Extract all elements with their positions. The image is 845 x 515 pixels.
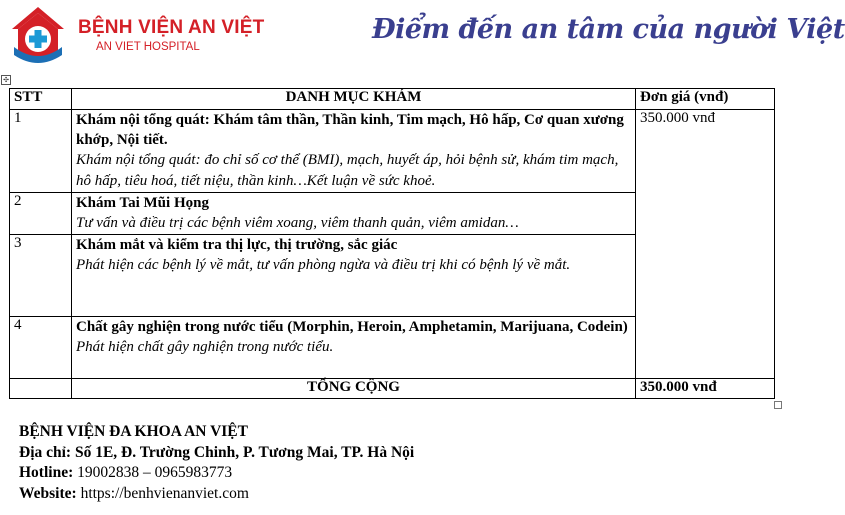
row-content (72, 193, 636, 235)
row-description: Phát hiện chất gây nghiện trong nước tiểu. (76, 339, 334, 355)
slogan: Điểm đến an tâm của người Việt (372, 14, 845, 45)
total-row (10, 379, 775, 399)
header-price: Đơn giá (vnđ) (636, 89, 775, 110)
row-title: Khám nội tổng quát: Khám tâm thần, Thần kinh, Tim mạch, Hô hấp, Cơ quan xương khớp, Nội tiết. (76, 112, 624, 148)
header-category: DANH MỤC KHÁM (72, 89, 636, 110)
row-stt: 1 (10, 110, 72, 193)
address-value: Số 1E, Đ. Trường Chinh, P. Tương Mai, TP. Hà Nội (74, 443, 415, 461)
header-stt: STT (10, 89, 72, 110)
row-content (72, 110, 636, 193)
row-stt: 3 (10, 235, 72, 317)
hotline-line (19, 463, 414, 484)
table-resize-handle[interactable] (774, 401, 782, 409)
brand-subtitle: AN VIET HOSPITAL (96, 41, 200, 53)
service-price-table (9, 88, 775, 399)
hospital-cross-logo (8, 5, 68, 67)
row-stt: 4 (10, 317, 72, 379)
brand-name: BỆNH VIỆN AN VIỆT (78, 17, 265, 38)
total-label: TỔNG CỘNG (72, 379, 636, 399)
hotline-label: Hotline: (19, 464, 74, 481)
price-cell: 350.000 vnđ (636, 110, 775, 379)
hospital-contact-info (19, 422, 414, 504)
table-move-handle-icon[interactable]: ✣ (1, 75, 11, 85)
row-stt: 2 (10, 193, 72, 235)
total-value: 350.000 vnđ (636, 379, 775, 399)
row-title: Chất gây nghiện trong nước tiểu (Morphin, Heroin, Amphetamin, Marijuana, Codein) (76, 319, 628, 335)
website-line (19, 484, 414, 505)
row-description: Phát hiện các bệnh lý về mắt, tư vấn phòng ngừa và điều trị khi có bệnh lý về mắt. (76, 257, 571, 273)
row-description: Khám nội tổng quát: đo chỉ số cơ thể (BMI), mạch, huyết áp, hỏi bệnh sử, khám tim mạch, hô hấp, tiêu hoá, tiết niệu, thần kinh…Kết luận về sức khoẻ. (76, 152, 619, 189)
website-label: Website: (19, 484, 77, 502)
address-line (19, 443, 414, 464)
hospital-name: BỆNH VIỆN ĐA KHOA AN VIỆT (19, 423, 248, 440)
total-empty-cell (10, 379, 72, 399)
document-header (0, 0, 845, 72)
row-description: Tư vấn và điều trị các bệnh viêm xoang, viêm thanh quản, viêm amidan… (76, 215, 519, 231)
hotline-value: 19002838 – 0965983773 (77, 464, 233, 481)
row-title: Khám mắt và kiểm tra thị lực, thị trường, sắc giác (76, 237, 398, 253)
row-title: Khám Tai Mũi Họng (76, 195, 209, 211)
website-link[interactable]: https://benhvienanviet.com (80, 484, 249, 502)
table-header-row (10, 89, 775, 110)
row-content (72, 235, 636, 317)
table-row (10, 110, 775, 193)
row-content (72, 317, 636, 379)
address-label: Địa chỉ: (19, 443, 72, 461)
